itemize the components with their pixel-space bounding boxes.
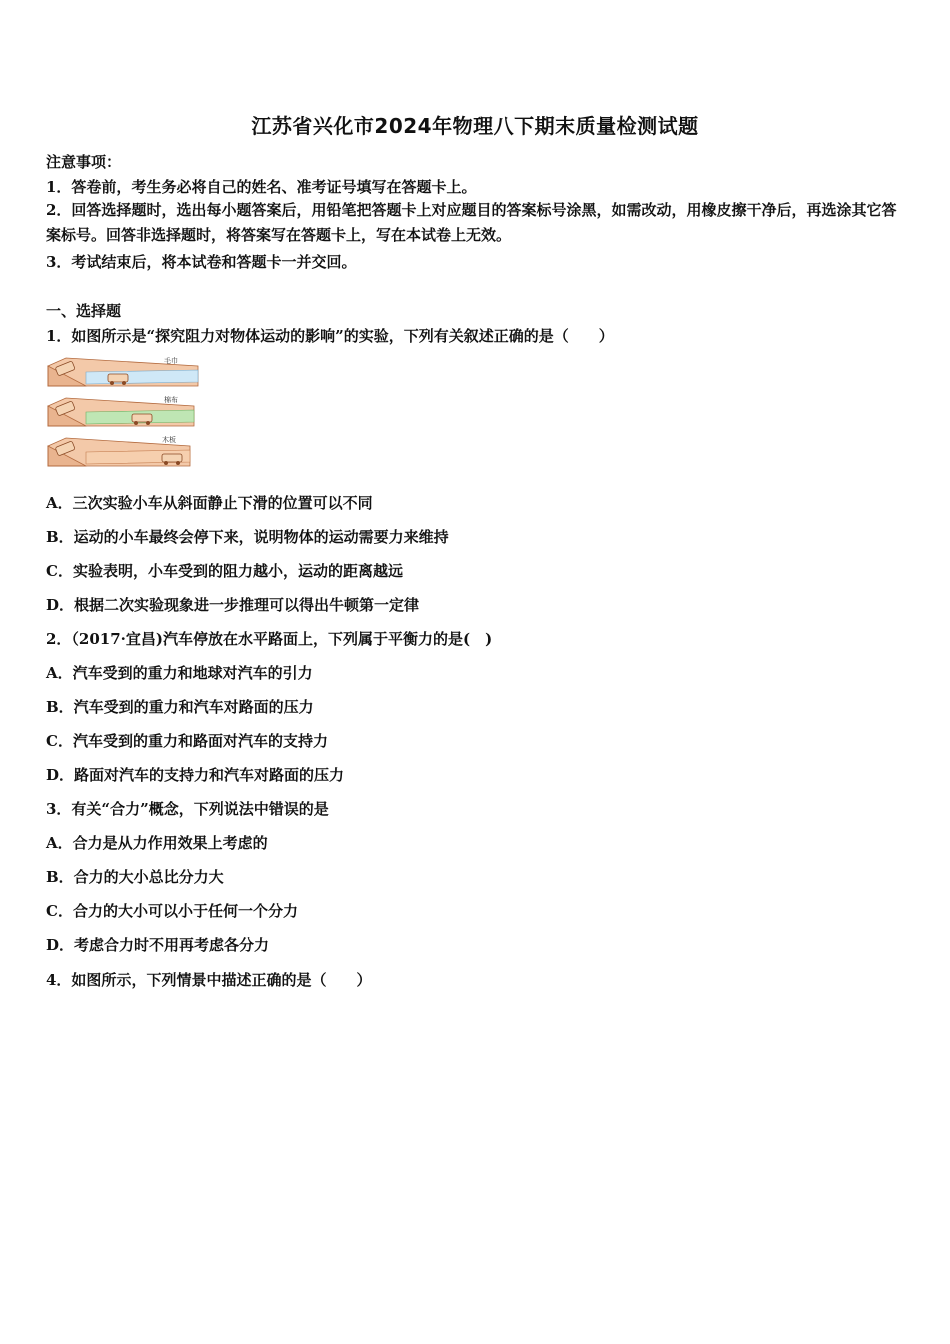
figure-row-wood <box>48 435 190 466</box>
q2-option-c: C．汽车受到的重力和路面对汽车的支持力 <box>46 732 328 750</box>
question-2-stem: 2．（2017·宜昌)汽车停放在水平路面上，下列属于平衡力的是( ) <box>46 630 493 648</box>
figure-label-cotton: 棉布 <box>164 396 178 404</box>
notice-item-3: 3．考试结束后，将本试卷和答题卡一并交回。 <box>46 253 357 271</box>
question-1-stem: 1．如图所示是“探究阻力对物体运动的影响”的实验，下列有关叙述正确的是（ ） <box>46 327 614 345</box>
section-heading: 一、选择题 <box>46 302 122 320</box>
question-4-stem: 4．如图所示，下列情景中描述正确的是（ ） <box>46 971 372 989</box>
q3-option-c: C．合力的大小可以小于任何一个分力 <box>46 902 298 920</box>
friction-experiment-figure <box>46 352 204 472</box>
q1-option-a: A．三次实验小车从斜面静止下滑的位置可以不同 <box>46 494 373 512</box>
figure-label-wood: 木板 <box>162 436 176 444</box>
notice-item-2: 2．回答选择题时，选出每小题答案后，用铅笔把答题卡上对应题目的答案标号涂黑，如需改动，用橡皮擦干净后，再选涂其它答案标号。回答非选择题时，将答案写在答题卡上，写在本试卷上无效。 <box>46 201 897 244</box>
page-title: 江苏省兴化市2024年物理八下期末质量检测试题 <box>251 114 699 138</box>
figure-row-cotton <box>48 395 194 426</box>
q2-option-d: D．路面对汽车的支持力和汽车对路面的压力 <box>46 766 345 784</box>
question-3-stem: 3．有关“合力”概念，下列说法中错误的是 <box>46 800 329 818</box>
figure-label-towel: 毛巾 <box>164 357 178 365</box>
q1-option-b: B．运动的小车最终会停下来，说明物体的运动需要力来维持 <box>46 528 449 546</box>
q3-option-b: B．合力的大小总比分力大 <box>46 868 224 886</box>
q1-option-d: D．根据二次实验现象进一步推理可以得出牛顿第一定律 <box>46 596 420 614</box>
q3-option-a: A．合力是从力作用效果上考虑的 <box>46 834 268 852</box>
q3-option-d: D．考虑合力时不用再考虑各分力 <box>46 936 270 954</box>
figure-row-towel <box>48 356 198 386</box>
q2-option-a: A．汽车受到的重力和地球对汽车的引力 <box>46 664 313 682</box>
q1-option-c: C．实验表明，小车受到的阻力越小，运动的距离越远 <box>46 562 403 580</box>
q2-option-b: B．汽车受到的重力和汽车对路面的压力 <box>46 698 314 716</box>
notice-heading: 注意事项： <box>46 153 122 171</box>
notice-item-1: 1．答卷前，考生务必将自己的姓名、准考证号填写在答题卡上。 <box>46 178 477 196</box>
